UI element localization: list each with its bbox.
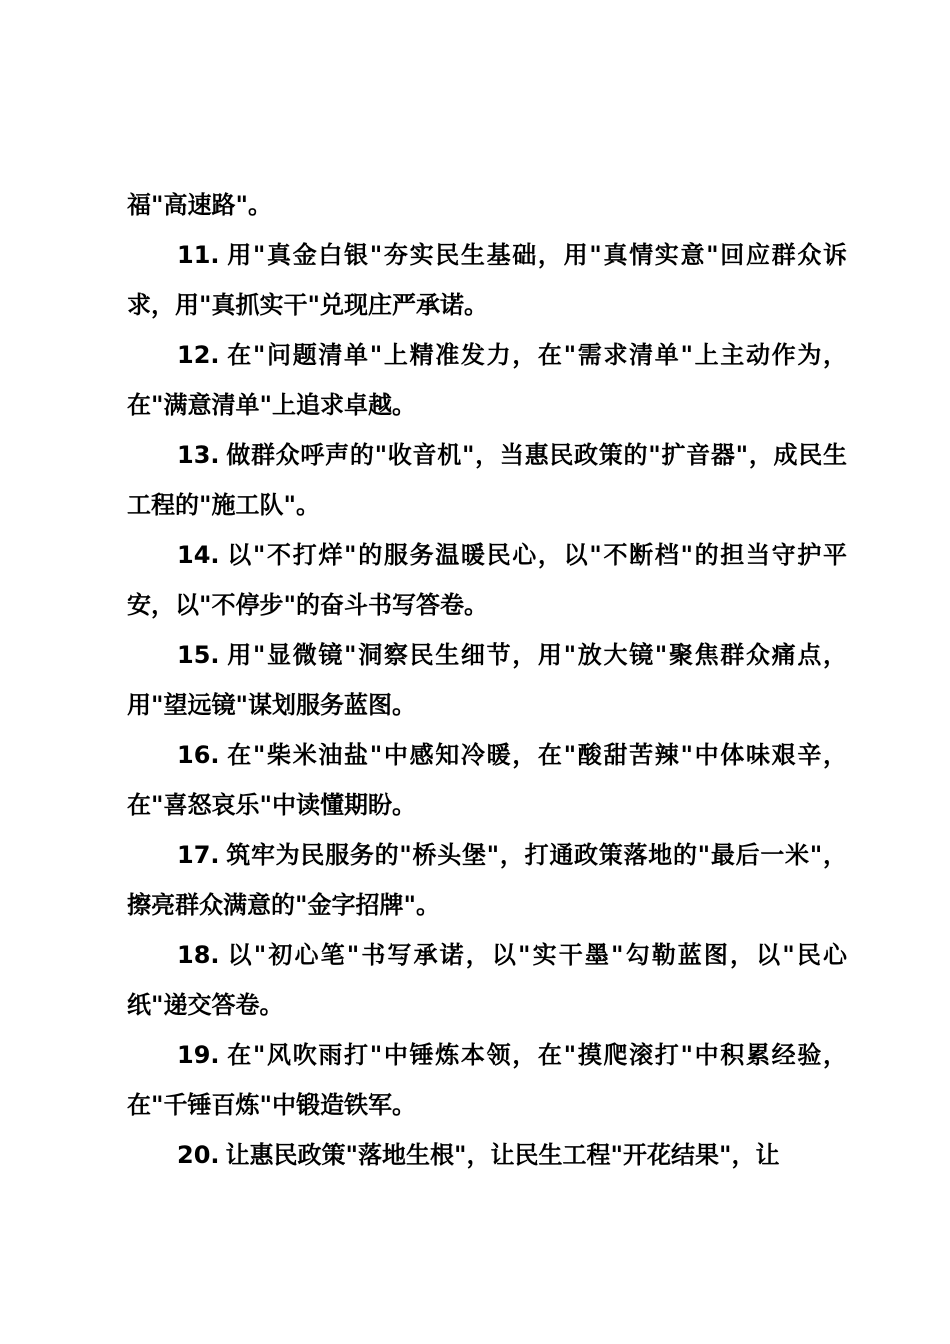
list-item-11 — [127, 230, 847, 330]
item-number: 19. — [177, 1041, 220, 1069]
list-item-20 — [127, 1130, 847, 1180]
list-item-16 — [127, 730, 847, 830]
item-text: 用"显微镜"洞察民生细节，用"放大镜"聚焦群众痛点，用"望远镜"谋划服务蓝图。 — [127, 641, 847, 719]
list-item-12 — [127, 330, 847, 430]
document-body — [127, 180, 847, 1180]
item-number: 13. — [177, 441, 220, 469]
item-text: 以"不打烊"的服务温暖民心，以"不断档"的担当守护平安，以"不停步"的奋斗书写答卷。 — [127, 541, 847, 619]
item-number: 18. — [177, 941, 220, 969]
item-number: 16. — [177, 741, 220, 769]
item-text: 在"风吹雨打"中锤炼本领，在"摸爬滚打"中积累经验，在"千锤百炼"中锻造铁军。 — [127, 1041, 847, 1119]
item-text: 在"柴米油盐"中感知冷暖，在"酸甜苦辣"中体味艰辛，在"喜怒哀乐"中读懂期盼。 — [127, 741, 847, 819]
item-text: 用"真金白银"夯实民生基础，用"真情实意"回应群众诉求，用"真抓实干"兑现庄严承诺。 — [127, 241, 847, 319]
item-number: 11. — [177, 241, 220, 269]
item-text: 在"问题清单"上精准发力，在"需求清单"上主动作为，在"满意清单"上追求卓越。 — [127, 341, 847, 419]
item-number: 12. — [177, 341, 220, 369]
list-item-14 — [127, 530, 847, 630]
item-text: 做群众呼声的"收音机"，当惠民政策的"扩音器"，成民生工程的"施工队"。 — [127, 441, 847, 519]
list-item-19 — [127, 1030, 847, 1130]
item-text: 筑牢为民服务的"桥头堡"，打通政策落地的"最后一米"，擦亮群众满意的"金字招牌"。 — [127, 841, 847, 919]
item-text: 让惠民政策"落地生根"，让民生工程"开花结果"，让 — [225, 1141, 780, 1169]
item-text: 以"初心笔"书写承诺，以"实干墨"勾勒蓝图，以"民心纸"递交答卷。 — [127, 941, 847, 1019]
list-item-15 — [127, 630, 847, 730]
item-number: 14. — [177, 541, 220, 569]
item-number: 15. — [177, 641, 220, 669]
item-number: 20. — [177, 1141, 220, 1169]
list-item-18 — [127, 930, 847, 1030]
continuation-paragraph: 福"高速路"。 — [127, 191, 273, 219]
item-number: 17. — [177, 841, 220, 869]
list-item-17 — [127, 830, 847, 930]
list-item-13 — [127, 430, 847, 530]
